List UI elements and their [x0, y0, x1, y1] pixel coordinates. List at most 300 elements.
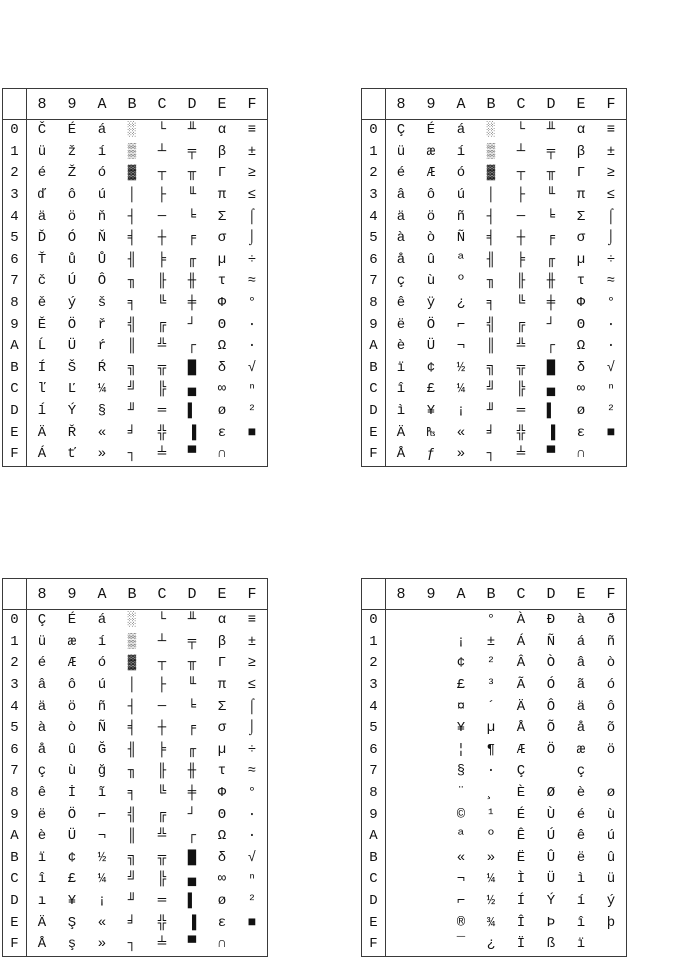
character-cell: Å: [37, 936, 47, 953]
character-cell: ě: [37, 295, 47, 312]
character-cell: ß: [546, 936, 556, 953]
character-cell: ■: [247, 424, 257, 441]
character-cell: ñ: [606, 633, 616, 650]
character-cell: ▓: [127, 655, 137, 672]
character-cell: ë: [37, 806, 47, 823]
character-cell: í: [576, 893, 586, 910]
table-row: [3, 379, 268, 401]
character-cell: ╜: [127, 893, 137, 910]
row-header: 9: [3, 804, 27, 826]
character-cell: ┬: [516, 165, 526, 182]
character-cell: [386, 826, 417, 848]
table-row: [362, 632, 627, 654]
character-cell: «: [456, 424, 466, 441]
character-cell: │: [127, 187, 137, 204]
character-cell: î: [576, 914, 586, 931]
character-cell: ■: [247, 914, 257, 931]
character-cell: ã: [576, 677, 586, 694]
character-cell: »: [97, 446, 107, 463]
character-cell: ú: [97, 677, 107, 694]
row-header: 7: [3, 761, 27, 783]
character-cell: Ä: [37, 914, 47, 931]
character-cell: Φ: [576, 295, 586, 312]
table-row: [3, 912, 268, 934]
character-cell: Í: [37, 359, 47, 376]
character-cell: ▓: [486, 165, 496, 182]
character-cell: ú: [606, 828, 616, 845]
table-row: [3, 250, 268, 272]
row-header: E: [3, 422, 27, 444]
table-row: [362, 379, 627, 401]
character-cell: µ: [217, 741, 227, 758]
character-cell: τ: [576, 273, 586, 290]
character-cell: ║: [486, 338, 496, 355]
character-cell: ğ: [97, 763, 107, 780]
character-cell: È: [516, 785, 526, 802]
character-cell: ¡: [456, 403, 466, 420]
character-cell: ▌: [546, 403, 556, 420]
character-cell: É: [67, 122, 77, 139]
character-cell: ╩: [157, 828, 167, 845]
character-cell: ň: [97, 208, 107, 225]
character-cell: ┌: [187, 828, 197, 845]
character-cell: σ: [217, 720, 227, 737]
character-cell: [416, 934, 446, 956]
character-cell: ¿: [486, 936, 496, 953]
table-row: [3, 848, 268, 870]
row-header: 8: [362, 293, 386, 315]
character-cell: β: [217, 143, 227, 160]
character-cell: [416, 718, 446, 740]
character-cell: ║: [127, 338, 137, 355]
character-cell: [386, 912, 417, 934]
character-cell: ░: [127, 122, 137, 139]
character-cell: █: [187, 849, 197, 866]
character-cell: ■: [606, 424, 616, 441]
character-cell: [596, 934, 627, 956]
character-cell: ¢: [456, 655, 466, 672]
character-cell: [596, 761, 627, 783]
character-cell: ≈: [606, 273, 616, 290]
row-header: 4: [3, 206, 27, 228]
character-cell: ®: [456, 914, 466, 931]
character-cell: ┬: [157, 165, 167, 182]
character-cell: Ì: [516, 871, 526, 888]
character-cell: û: [67, 741, 77, 758]
character-cell: Ů: [97, 251, 107, 268]
character-cell: ┤: [127, 698, 137, 715]
character-cell: í: [97, 143, 107, 160]
character-cell: ┘: [187, 316, 197, 333]
table-row: [362, 271, 627, 293]
character-cell: ┐: [127, 936, 137, 953]
character-cell: ¶: [486, 741, 496, 758]
character-cell: [596, 444, 627, 466]
character-cell: ┐: [127, 446, 137, 463]
character-cell: ∙: [247, 806, 257, 823]
character-cell: ▒: [127, 633, 137, 650]
table-row: [3, 142, 268, 164]
character-cell: Î: [516, 914, 526, 931]
character-cell: É: [67, 612, 77, 629]
character-cell: Ê: [516, 828, 526, 845]
character-cell: «: [456, 849, 466, 866]
character-cell: ┼: [157, 230, 167, 247]
character-cell: ¹: [486, 806, 496, 823]
character-cell: ╪: [546, 295, 556, 312]
character-cell: ╟: [157, 763, 167, 780]
character-cell: ╨: [187, 122, 197, 139]
character-cell: Ď: [37, 230, 47, 247]
character-cell: ä: [576, 698, 586, 715]
character-cell: ₧: [426, 424, 436, 441]
character-cell: Ô: [97, 273, 107, 290]
character-cell: ±: [486, 633, 496, 650]
table-row: [362, 718, 627, 740]
character-cell: è: [396, 338, 406, 355]
character-cell: ²: [486, 655, 496, 672]
character-cell: Þ: [546, 914, 556, 931]
row-header: A: [362, 826, 386, 848]
character-cell: «: [97, 424, 107, 441]
character-cell: Ç: [37, 612, 47, 629]
corner-cell: [362, 89, 386, 120]
character-cell: ñ: [97, 698, 107, 715]
character-cell: [386, 610, 417, 632]
character-cell: Ř: [67, 424, 77, 441]
character-cell: ╣: [127, 806, 137, 823]
character-cell: Ô: [546, 698, 556, 715]
character-cell: °: [247, 295, 257, 312]
character-cell: Ñ: [546, 633, 556, 650]
character-cell: ç: [396, 273, 406, 290]
character-cell: š: [97, 295, 107, 312]
character-cell: Φ: [217, 785, 227, 802]
character-cell: ╢: [486, 251, 496, 268]
character-cell: À: [516, 612, 526, 629]
character-code-table-top-left: [2, 88, 268, 467]
table-row: [3, 740, 268, 762]
character-cell: │: [127, 677, 137, 694]
character-cell: Ò: [546, 655, 556, 672]
character-grid: [2, 578, 268, 957]
column-header: 9: [57, 89, 87, 120]
character-cell: ≡: [606, 122, 616, 139]
character-cell: ╖: [486, 273, 496, 290]
character-cell: ì: [396, 403, 406, 420]
table-row: [362, 696, 627, 718]
table-row: [362, 761, 627, 783]
row-header: B: [362, 848, 386, 870]
character-cell: ∙: [247, 316, 257, 333]
character-cell: ╚: [157, 785, 167, 802]
character-cell: ¬: [456, 871, 466, 888]
row-header: 5: [3, 718, 27, 740]
row-header: B: [362, 358, 386, 380]
character-cell: ▌: [187, 403, 197, 420]
character-cell: ð: [606, 612, 616, 629]
character-cell: [416, 632, 446, 654]
row-header: 0: [3, 120, 27, 142]
character-cell: §: [456, 763, 466, 780]
character-cell: »: [456, 446, 466, 463]
column-header: F: [596, 89, 627, 120]
character-cell: ⌡: [606, 230, 616, 247]
character-cell: ñ: [456, 208, 466, 225]
row-header: 3: [362, 675, 386, 697]
character-cell: ε: [217, 914, 227, 931]
character-cell: █: [187, 359, 197, 376]
character-cell: √: [247, 849, 257, 866]
character-cell: ╫: [187, 273, 197, 290]
character-cell: ╡: [127, 720, 137, 737]
character-cell: Â: [516, 655, 526, 672]
table-row: [3, 401, 268, 423]
character-cell: [386, 632, 417, 654]
character-cell: é: [37, 655, 47, 672]
character-cell: ╥: [187, 655, 197, 672]
character-cell: Á: [516, 633, 526, 650]
table-row: [362, 250, 627, 272]
character-cell: [416, 826, 446, 848]
character-cell: ▀: [187, 936, 197, 953]
row-header: E: [362, 912, 386, 934]
character-cell: ╢: [127, 741, 137, 758]
table-row: [362, 228, 627, 250]
character-cell: ╦: [516, 359, 526, 376]
character-cell: ╘: [187, 208, 197, 225]
character-cell: π: [217, 187, 227, 204]
table-row: [362, 142, 627, 164]
character-cell: ü: [606, 871, 616, 888]
character-cell: ÷: [606, 251, 616, 268]
character-cell: í: [456, 143, 466, 160]
row-header: 2: [362, 163, 386, 185]
character-cell: ø: [606, 785, 616, 802]
character-cell: √: [247, 359, 257, 376]
table-row: [362, 653, 627, 675]
character-cell: Γ: [217, 165, 227, 182]
character-cell: Ž: [67, 165, 77, 182]
character-cell: ²: [247, 403, 257, 420]
character-cell: ë: [576, 849, 586, 866]
character-cell: [386, 740, 417, 762]
character-cell: Ω: [576, 338, 586, 355]
character-cell: ⌐: [97, 806, 107, 823]
character-cell: ¥: [67, 893, 77, 910]
character-cell: ▐: [187, 914, 197, 931]
character-cell: Ü: [67, 338, 77, 355]
row-header: B: [3, 848, 27, 870]
character-cell: Ö: [67, 806, 77, 823]
character-cell: î: [396, 381, 406, 398]
character-cell: ═: [157, 403, 167, 420]
column-header: 9: [57, 579, 87, 610]
character-cell: ╨: [187, 612, 197, 629]
character-cell: ε: [576, 424, 586, 441]
character-cell: Γ: [576, 165, 586, 182]
character-cell: [416, 740, 446, 762]
row-header: 1: [3, 142, 27, 164]
character-cell: └: [157, 122, 167, 139]
row-header: 0: [362, 610, 386, 632]
character-cell: æ: [426, 143, 436, 160]
character-cell: ¿: [456, 295, 466, 312]
character-cell: å: [396, 251, 406, 268]
character-cell: ┴: [157, 143, 167, 160]
character-cell: ¬: [456, 338, 466, 355]
table-row: [3, 696, 268, 718]
corner-cell: [3, 579, 27, 610]
row-header: C: [362, 869, 386, 891]
row-header: 9: [362, 314, 386, 336]
table-row: [362, 206, 627, 228]
character-cell: »: [97, 936, 107, 953]
character-cell: ä: [396, 208, 406, 225]
character-cell: è: [37, 828, 47, 845]
character-cell: Ð: [546, 612, 556, 629]
character-cell: ª: [456, 251, 466, 268]
table-row: [3, 869, 268, 891]
character-code-table-top-right: [361, 88, 627, 467]
character-cell: α: [576, 122, 586, 139]
character-cell: β: [217, 633, 227, 650]
character-cell: é: [576, 806, 586, 823]
character-cell: ¸: [486, 785, 496, 802]
character-cell: à: [37, 720, 47, 737]
column-header: C: [506, 89, 536, 120]
character-cell: Σ: [217, 208, 227, 225]
column-header: F: [237, 579, 268, 610]
character-cell: ⌠: [247, 698, 257, 715]
character-cell: Ã: [516, 677, 526, 694]
column-header: F: [596, 579, 627, 610]
character-cell: ┤: [486, 208, 496, 225]
character-cell: ┘: [187, 806, 197, 823]
character-cell: ¼: [97, 871, 107, 888]
character-cell: ö: [426, 208, 436, 225]
character-cell: ⁿ: [247, 871, 257, 888]
character-cell: ╦: [157, 359, 167, 376]
row-header: F: [362, 934, 386, 956]
character-cell: º: [456, 273, 466, 290]
character-cell: ≤: [247, 187, 257, 204]
column-header: A: [87, 579, 117, 610]
character-cell: å: [576, 720, 586, 737]
character-cell: ╢: [127, 251, 137, 268]
character-cell: ï: [576, 936, 586, 953]
row-header: 3: [3, 675, 27, 697]
character-cell: ╣: [486, 316, 496, 333]
column-header: 8: [386, 89, 417, 120]
character-cell: í: [97, 633, 107, 650]
row-header: F: [3, 934, 27, 956]
character-cell: é: [37, 165, 47, 182]
column-header: B: [476, 89, 506, 120]
character-cell: ╤: [546, 143, 556, 160]
character-cell: ù: [426, 273, 436, 290]
table-row: [362, 120, 627, 142]
character-cell: ù: [67, 763, 77, 780]
table-row: [3, 271, 268, 293]
character-cell: ┬: [157, 655, 167, 672]
row-header: 6: [362, 250, 386, 272]
character-cell: ┘: [546, 316, 556, 333]
character-cell: Õ: [546, 720, 556, 737]
column-header: E: [566, 579, 596, 610]
column-header: D: [536, 579, 566, 610]
character-cell: â: [396, 187, 406, 204]
table-row: [3, 610, 268, 632]
character-cell: ┌: [187, 338, 197, 355]
character-cell: ╗: [127, 359, 137, 376]
row-header: 7: [362, 761, 386, 783]
row-header: 8: [3, 293, 27, 315]
character-cell: Ó: [546, 677, 556, 694]
character-cell: δ: [576, 359, 586, 376]
row-header: 3: [362, 185, 386, 207]
character-cell: ⌐: [456, 893, 466, 910]
character-cell: ╬: [157, 914, 167, 931]
row-header: D: [362, 891, 386, 913]
row-header: D: [3, 401, 27, 423]
table-row: [3, 761, 268, 783]
character-cell: ─: [516, 208, 526, 225]
character-cell: â: [576, 655, 586, 672]
table-row: [362, 358, 627, 380]
character-cell: ¥: [426, 403, 436, 420]
character-cell: ║: [127, 828, 137, 845]
corner-cell: [3, 89, 27, 120]
character-cell: [386, 653, 417, 675]
character-cell: ╛: [127, 914, 137, 931]
character-cell: α: [217, 122, 227, 139]
row-header: F: [362, 444, 386, 466]
character-cell: Å: [396, 446, 406, 463]
character-cell: ╝: [127, 381, 137, 398]
character-cell: ò: [67, 720, 77, 737]
character-cell: Ť: [37, 251, 47, 268]
character-cell: ╛: [127, 424, 137, 441]
character-cell: [386, 761, 417, 783]
character-cell: ⌐: [456, 316, 466, 333]
row-header: E: [362, 422, 386, 444]
row-header: C: [362, 379, 386, 401]
character-cell: ╕: [127, 295, 137, 312]
character-cell: ù: [606, 806, 616, 823]
row-header: 3: [3, 185, 27, 207]
character-cell: ü: [396, 143, 406, 160]
table-row: [3, 632, 268, 654]
character-cell: Ω: [217, 338, 227, 355]
character-cell: ±: [606, 143, 616, 160]
character-cell: ú: [456, 187, 466, 204]
row-header: 4: [362, 206, 386, 228]
character-cell: ╣: [127, 316, 137, 333]
column-header: F: [237, 89, 268, 120]
character-cell: ⌠: [247, 208, 257, 225]
character-cell: ├: [516, 187, 526, 204]
character-cell: ╠: [157, 871, 167, 888]
character-cell: ╬: [516, 424, 526, 441]
character-cell: [416, 912, 446, 934]
character-cell: Ş: [67, 914, 77, 931]
character-cell: ä: [37, 698, 47, 715]
character-cell: █: [546, 359, 556, 376]
character-cell: ┼: [516, 230, 526, 247]
row-header: 6: [362, 740, 386, 762]
character-cell: Č: [37, 122, 47, 139]
